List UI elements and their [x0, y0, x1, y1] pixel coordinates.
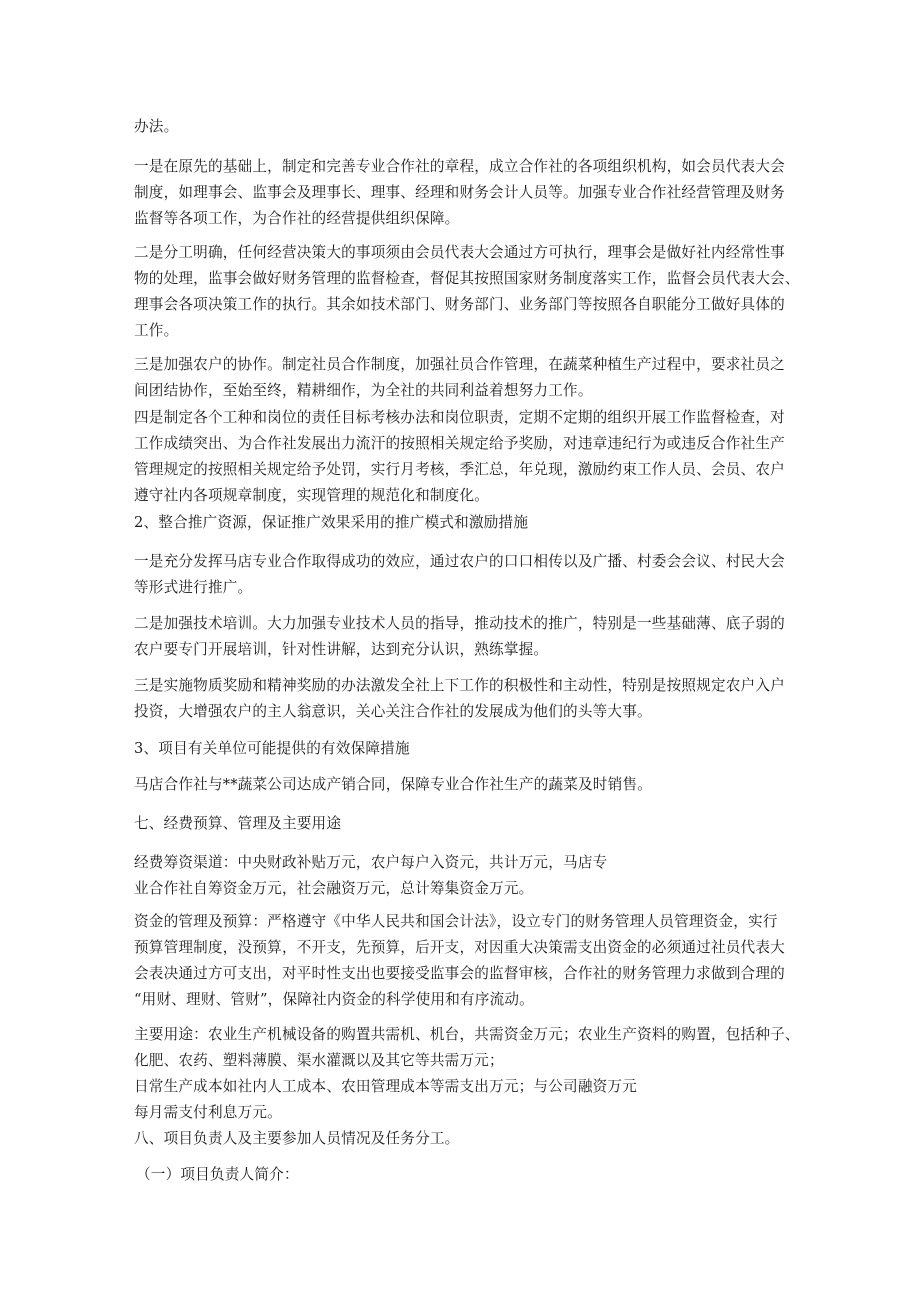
- text-line: 投资，大增强农户的主人翁意识，关心关注合作社的发展成为他们的头等大事。: [134, 703, 652, 720]
- text-line: 办法。: [134, 118, 179, 135]
- text-line: 遵守社内各项规章制度，实现管理的规范化和制度化。: [134, 487, 490, 504]
- paragraph-banfa: [134, 114, 794, 140]
- text-line: 理事会各项决策工作的执行。其余如技术部门、财务部门、业务部门等按照各自职能分工做好具体的: [134, 296, 785, 313]
- text-line: 二是加强技术培训。大力加强专业技术人员的指导，推动技术的推广，特别是一些基础薄、底子弱的: [134, 615, 785, 632]
- text-line: （一）项目负责人简介：: [136, 1166, 299, 1183]
- text-line: 一是充分发挥马店专业合作取得成功的效应，通过农户的口口相传以及广播、村委会会议、村民大会: [134, 553, 785, 570]
- paragraph-org-3: [134, 352, 794, 404]
- text-line: 八、项目负责人及主要参加人员情况及任务分工。: [134, 1130, 460, 1147]
- text-line: 资金的管理及预算：严格遵守《中华人民共和国会计法》，设立专门的财务管理人员管理资金，实行: [134, 913, 778, 930]
- text-line: 三是实施物质奖励和精神奖励的办法激发全社上下工作的积极性和主动性，特别是按照规定农户入户: [134, 677, 785, 694]
- paragraph-promo-1: [134, 549, 794, 601]
- text-line: 工作成绩突出、为合作社发展出力流汗的按照相关规定给予奖励，对违章违纪行为或违反合作社生产: [134, 435, 785, 452]
- paragraph-promo-2: [134, 611, 794, 663]
- paragraph-org-4: [134, 405, 794, 509]
- section-heading-3: [134, 736, 794, 762]
- text-line: 监督等各项工作，为合作社的经营提供组织保障。: [134, 210, 460, 227]
- paragraph-org-2: [134, 240, 800, 344]
- text-line: 预算管理制度，没预算，不开支，先预算，后开支，对因重大决策需支出资金的必须通过社员代表大: [134, 939, 785, 956]
- paragraph-org-1: [134, 154, 794, 232]
- paragraph-promo-3: [134, 673, 794, 725]
- text-line: 每月需支付利息万元。: [134, 1104, 282, 1121]
- text-line: 四是制定各个工种和岗位的责任目标考核办法和岗位职责，定期不定期的组织开展工作监督检查，对: [134, 409, 785, 426]
- paragraph-funding: [134, 850, 794, 902]
- paragraph-management: [134, 909, 794, 1013]
- section-heading-2: [134, 510, 794, 536]
- text-line: 等形式进行推广。: [134, 579, 253, 596]
- text-line: 间团结协作，至始至终，精耕细作，为全社的共同利益着想努力工作。: [134, 382, 593, 399]
- text-line: 农户要专门开展培训，针对性讲解，达到充分认识，熟练掌握。: [134, 641, 549, 658]
- text-line: 日常生产成本如社内人工成本、农田管理成本等需支出万元；与公司融资万元: [134, 1078, 637, 1095]
- subsection-heading-1: [136, 1162, 796, 1188]
- text-line: 会表决通过方可支出，对平时性支出也要接受监事会的监督审核，合作社的财务管理力求做到合理的: [134, 965, 785, 982]
- section-heading-7: [134, 811, 794, 837]
- text-line: 二是分工明确，任何经营决策大的事项须由会员代表大会通过方可执行，理事会是做好社内经常性事: [134, 244, 785, 261]
- text-line: 主要用途：农业生产机械设备的购置共需机、机台，共需资金万元；农业生产资料的购置，包括种子、: [134, 1026, 800, 1043]
- paragraph-usage: [134, 1022, 800, 1126]
- section-heading-8: [134, 1126, 794, 1152]
- text-line: 一是在原先的基础上，制定和完善专业合作社的章程，成立合作社的各项组织机构，如会员代表大会: [134, 158, 785, 175]
- text-line: “用财、理财、管财”，保障社内资金的科学使用和有序流动。: [134, 991, 534, 1008]
- text-line: 三是加强农户的协作。制定社员合作制度，加强社员合作管理，在蔬菜种植生产过程中，要求社员之: [134, 356, 785, 373]
- text-line: 3、项目有关单位可能提供的有效保障措施: [134, 740, 410, 757]
- text-line: 物的处理，监事会做好财务管理的监督检查，督促其按照国家财务制度落实工作，监督会员代表大会、: [134, 270, 800, 287]
- text-line: 化肥、农药、塑料薄膜、渠水灌溉以及其它等共需万元；: [134, 1052, 504, 1069]
- text-line: 工作。: [134, 322, 179, 339]
- text-line: 2、整合推广资源，保证推广效果采用的推广模式和激励措施: [134, 514, 529, 531]
- paragraph-guarantee: [134, 772, 794, 798]
- text-line: 业合作社自筹资金万元，社会融资万元，总计筹集资金万元。: [134, 880, 534, 897]
- text-line: 制度，如理事会、监事会及理事长、理事、经理和财务会计人员等。加强专业合作社经营管理及财务: [134, 184, 785, 201]
- text-line: 经费筹资渠道：中央财政补贴万元，农户每户入资元，共计万元，马店专: [134, 854, 608, 871]
- text-line: 管理规定的按照相关规定给予处罚，实行月考核，季汇总，年兑现，激励约束工作人员、会员、农户: [134, 461, 785, 478]
- text-line: 七、经费预算、管理及主要用途: [134, 815, 342, 832]
- text-line: 马店合作社与**蔬菜公司达成产销合同，保障专业合作社生产的蔬菜及时销售。: [134, 776, 652, 793]
